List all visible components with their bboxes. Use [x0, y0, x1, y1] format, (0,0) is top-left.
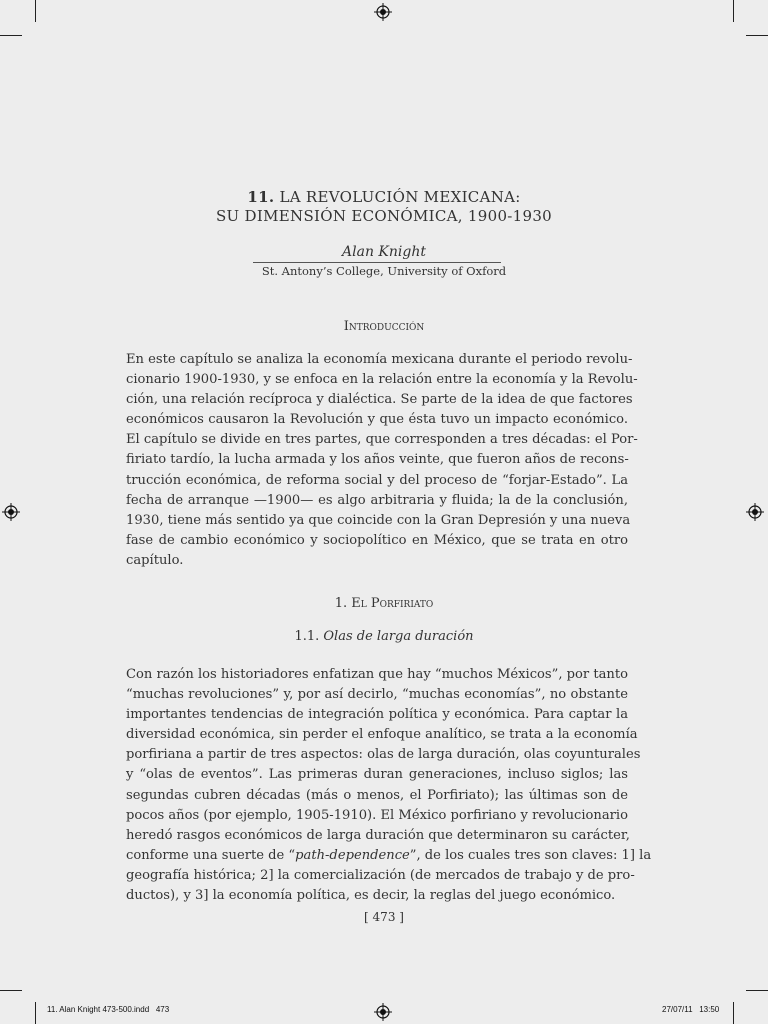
registration-mark-icon: [2, 503, 20, 521]
chapter-title-line1: LA REVOLUCIÓN MEXICANA:: [279, 188, 521, 206]
section-line: pocos años (por ejemplo, 1905-1910). El México porfiriano y revolucionario: [126, 807, 628, 823]
section-line: [126, 846, 652, 866]
section-heading: 1. El Porfiriato: [334, 596, 434, 611]
subsection-number: 1.1.: [294, 629, 320, 644]
intro-heading: Introducción: [343, 319, 425, 334]
line-italic-term: path-dependence: [295, 847, 410, 863]
subsection-heading: [0, 629, 768, 644]
crop-mark: [733, 1002, 734, 1024]
crop-mark: [733, 0, 734, 22]
crop-mark: [746, 35, 768, 36]
page-number: [ 473 ]: [364, 910, 404, 924]
subsection-title: Olas de larga duración: [323, 629, 474, 644]
section-line: porfiriana a partir de tres aspectos: olas de larga duración, olas coyunturales: [126, 747, 641, 763]
section-line: segundas cubren décadas (más o menos, el Porfiriato); las últimas son de: [126, 787, 628, 803]
section-paragraph: [126, 665, 652, 906]
section-line: y “olas de eventos”. Las primeras duran generaciones, incluso siglos; las: [126, 767, 628, 783]
section-line: heredó rasgos económicos de larga duración que determinaron su carácter,: [126, 827, 630, 843]
section-line: geografía histórica; 2] la comercialización (de mercados de trabajo y de pro-: [126, 867, 635, 883]
crop-mark: [0, 990, 22, 991]
intro-line: económicos causaron la Revolución y que ésta tuvo un impacto económico.: [126, 412, 628, 428]
intro-line: ción, una relación recíproca y dialéctica. Se parte de la idea de que factores: [126, 392, 633, 408]
section-line: Con razón los historiadores enfatizan que hay “muchos Méxicos”, por tanto: [126, 667, 628, 682]
slug-timestamp: 27/07/11 13:50: [662, 1005, 720, 1014]
crop-mark: [0, 35, 22, 36]
section-line: diversidad económica, sin perder el enfoque analítico, se trata a la economía: [126, 727, 638, 743]
intro-line: capítulo.: [126, 552, 184, 568]
intro-line: firiato tardío, la lucha armada y los años veinte, que fueron años de recons-: [126, 452, 629, 468]
intro-paragraph: [126, 350, 638, 571]
registration-mark-icon: [374, 1003, 392, 1021]
chapter-number: 11.: [247, 188, 275, 206]
author-rule: [253, 262, 501, 263]
intro-line: En este capítulo se analiza la economía mexicana durante el periodo revolu-: [126, 352, 633, 367]
chapter-title-line2: SU DIMENSIÓN ECONÓMICA, 1900-1930: [215, 207, 553, 225]
chapter-title: [0, 188, 768, 206]
intro-line: cionario 1900-1930, y se enfoca en la relación entre la economía y la Revolu-: [126, 372, 638, 388]
intro-line: fecha de arranque —1900— es algo arbitraria y fluida; la de la conclusión,: [126, 492, 628, 508]
line-text: ”, de los cuales tres son claves: 1] la: [409, 847, 652, 863]
intro-line: fase de cambio económico y sociopolítico en México, que se trata en otro: [126, 532, 628, 548]
intro-line: 1930, tiene más sentido ya que coincide con la Gran Depresión y una nueva: [126, 512, 631, 528]
crop-mark: [35, 0, 36, 22]
intro-line: El capítulo se divide en tres partes, que corresponden a tres décadas: el Por-: [126, 432, 638, 448]
section-line: ductos), y 3] la economía política, es decir, la reglas del juego económico.: [126, 888, 616, 904]
author-affiliation: St. Antony’s College, University of Oxford: [261, 264, 507, 278]
intro-line: trucción económica, de reforma social y del proceso de “forjar-Estado”. La: [126, 472, 628, 488]
author-name: Alan Knight: [342, 244, 426, 260]
crop-mark: [746, 990, 768, 991]
section-line: “muchas revoluciones” y, por así decirlo, “muchas economías”, no obstante: [126, 687, 628, 703]
section-line: importantes tendencias de integración política y económica. Para captar la: [126, 707, 628, 723]
registration-mark-icon: [746, 503, 764, 521]
registration-mark-icon: [374, 3, 392, 21]
line-text: conforme una suerte de “: [126, 847, 296, 863]
slug-file-info: 11. Alan Knight 473-500.indd 473: [47, 1005, 170, 1014]
crop-mark: [35, 1002, 36, 1024]
